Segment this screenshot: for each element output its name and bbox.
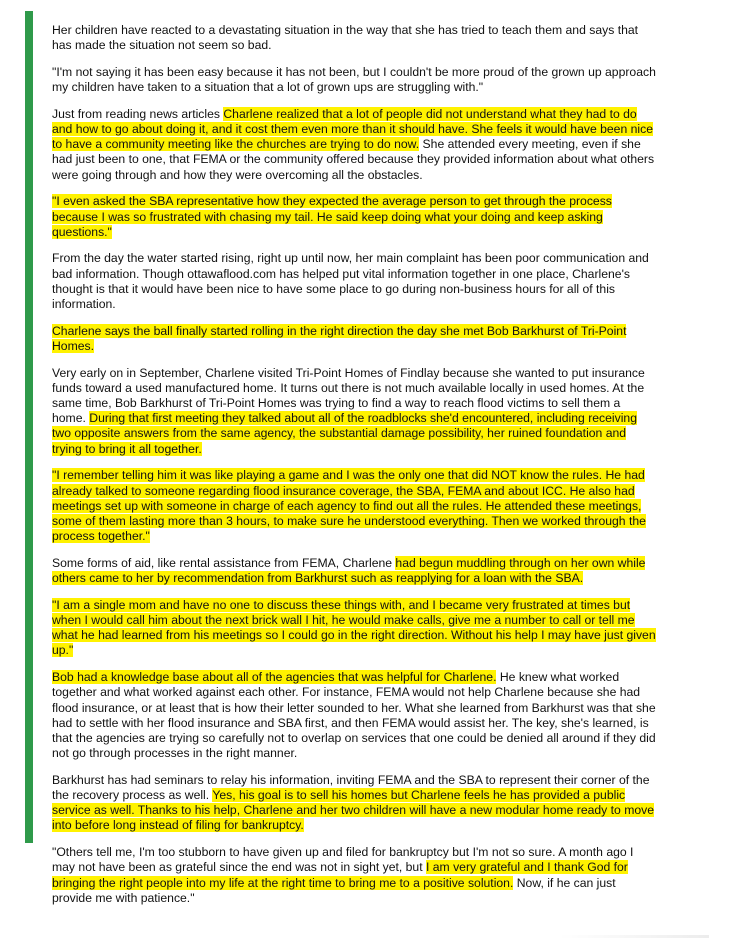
- paragraph: [52, 366, 656, 457]
- margin-bar: [25, 11, 33, 843]
- highlighted-text: Charlene says the ball finally started rolling in the right direction the day she met Bob Barkhurst of Tri-Point Homes.: [52, 323, 627, 353]
- highlighted-text: Bob had a knowledge base about all of the agencies that was helpful for Charlene.: [52, 670, 497, 685]
- text-run: Very early on in September, Charlene visited Tri-Point Homes of Findlay because she wanted to put insurance funds toward a used manufactured home. It turns out there is not much available locally in used homes. At the same time, Bob Barkhurst of Tri-Point Homes was trying to find a way to reach flood victims to sell them a home.: [52, 365, 645, 426]
- highlighted-text: Charlene realized that a lot of people did not understand what they had to do and how to go about doing it, and it cost them even more than it should have. She feels it would have been nice to have a community meeting like the churches are trying to do now.: [52, 106, 653, 152]
- text-run: From the day the water started rising, right up until now, her main complaint has been poor communication and bad information. Though ottawaflood.com has helped put vital information together in one place, Charlene's thought is that it would have been nice to have some place to go during non-business hours for all of this information.: [52, 251, 649, 312]
- highlighted-text: I am very grateful and I thank God for bringing the right people into my life at the right time to bring me to a positive solution.: [52, 860, 628, 890]
- paragraph: [52, 670, 656, 761]
- paragraph: [52, 23, 656, 53]
- text-run: Barkhurst has had seminars to relay his information, inviting FEMA and the SBA to represent their corner of the the recovery process as well.: [52, 772, 650, 803]
- paragraph: [52, 845, 656, 906]
- text-run: She attended every meeting, even if she had just been to one, that FEMA or the community offered because they provided information about what others were going through and how they were overcoming all the obstacles.: [52, 137, 655, 182]
- article-body: [52, 23, 656, 917]
- paragraph: [52, 324, 656, 354]
- text-run: Her children have reacted to a devastating situation in the way that she has tried to teach them and says that has made the situation not seem so bad.: [52, 23, 639, 53]
- paragraph: [52, 468, 656, 544]
- text-run: Now, if he can just provide me with patience.": [52, 875, 616, 905]
- highlighted-text: had begun muddling through on her own while others came to her by recommendation from Barkhurst such as reapplying for a loan with the SBA.: [52, 555, 646, 586]
- text-run: He knew what worked together and what worked against each other. For instance, FEMA would not help Charlene because she had flood insurance, or at least that is how their letter sounded to her. What she learned from Barkhurst was that she had to settle with her flood insurance and SBA first, and then FEMA would assist her. The key, she's learned, is that the agencies are trying so carefully not to overlap on services that one could be denied all around if they did not go through processes in the right manner.: [52, 670, 656, 761]
- text-run: "Others tell me, I'm too stubborn to have given up and filed for bankruptcy but I'm not so sure. A month ago I may not have been as grateful since the end was not in sight yet, but: [52, 845, 634, 875]
- highlighted-text: During that first meeting they talked about all of the roadblocks she'd encountered, including receiving two opposite answers from the same agency, the substantial damage possibility, her ruined foundation and trying to bring it all together.: [52, 411, 637, 456]
- paragraph: [52, 598, 656, 659]
- scan-edge: [559, 935, 709, 938]
- paragraph: [52, 65, 656, 95]
- highlighted-text: "I remember telling him it was like playing a game and I was the only one that did NOT know the rules. He had already talked to someone regarding flood insurance coverage, the SBA, FEMA and about ICC. He also had meetings set up with someone in charge of each agency to find out all the rules. He attended these meetings, some of them lasting more than 3 hours, to make sure he understood everything. Then we worked through the process together.": [52, 468, 646, 544]
- highlighted-text: Yes, his goal is to sell his homes but Charlene feels he has provided a public service as well. Thanks to his help, Charlene and her two children will have a new modular home ready to move into before long instead of filing for bankruptcy.: [52, 788, 655, 833]
- paragraph: [52, 251, 656, 312]
- highlighted-text: "I even asked the SBA representative how they expected the average person to get through the process because I was so frustrated with chasing my tail. He said keep doing what your doing and keep asking questions.": [52, 194, 612, 239]
- paragraph: [52, 107, 656, 183]
- text-run: Some forms of aid, like rental assistance from FEMA, Charlene: [52, 555, 396, 570]
- paragraph: [52, 773, 656, 834]
- paragraph: [52, 194, 656, 240]
- text-run: "I'm not saying it has been easy because it has not been, but I couldn't be more proud of the grown up approach my children have taken to a situation that a lot of grown ups are struggling with.": [52, 64, 656, 95]
- paragraph: [52, 556, 656, 586]
- highlighted-text: "I am a single mom and have no one to discuss these things with, and I became very frustrated at times but when I would call him about the next brick wall I hit, he would make calls, give me a number to call or tell me what he had learned from his meetings so I could go in the right direction. Without his help I may have just given up.": [52, 597, 656, 658]
- text-run: Just from reading news articles: [52, 106, 224, 121]
